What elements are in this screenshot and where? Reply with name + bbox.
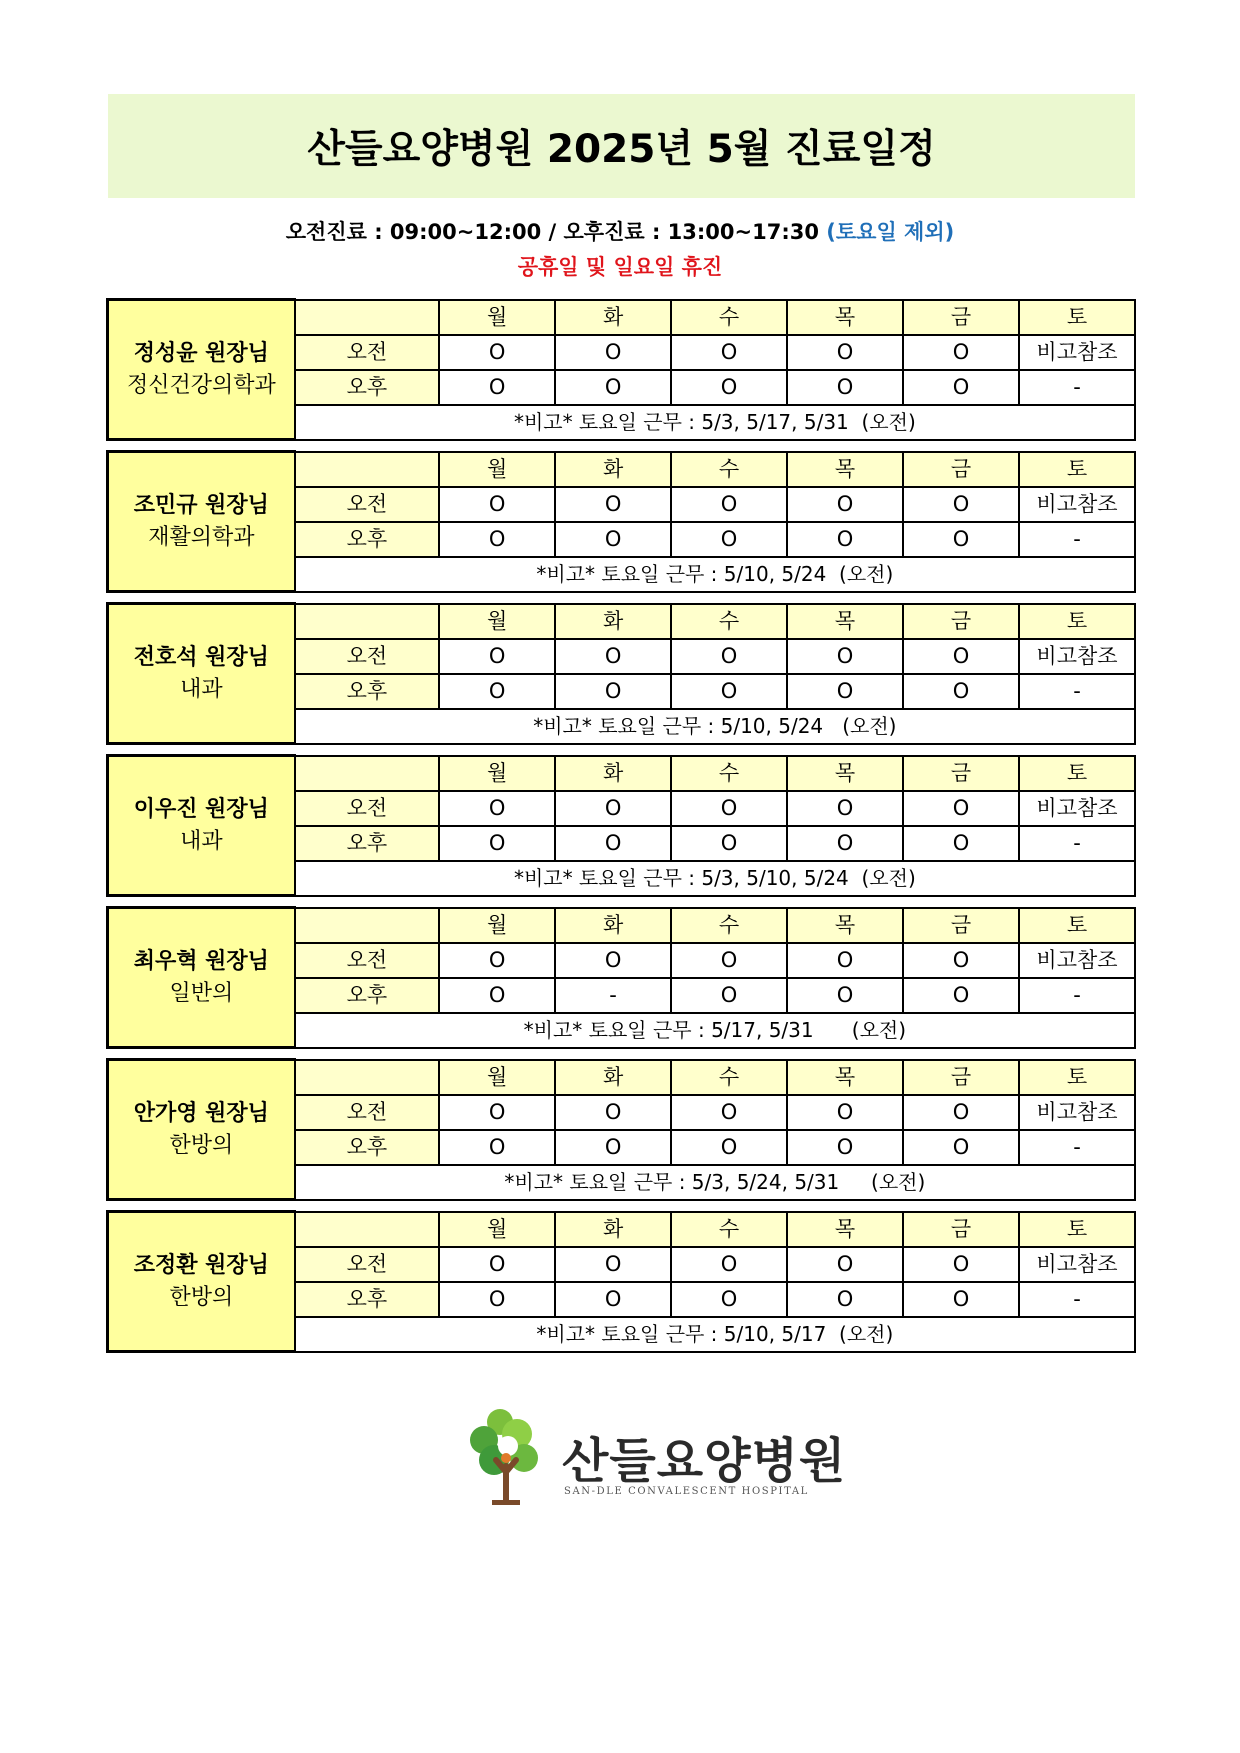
pm-label: 오후 bbox=[295, 978, 439, 1013]
am-status-cell: O bbox=[903, 335, 1019, 370]
am-label: 오전 bbox=[295, 943, 439, 978]
am-status-cell: O bbox=[555, 791, 671, 826]
day-header: 월 bbox=[439, 908, 555, 943]
day-header: 토 bbox=[1019, 300, 1135, 335]
am-status-cell: O bbox=[671, 1247, 787, 1282]
am-status-cell: 비고참조 bbox=[1019, 791, 1135, 826]
pm-status-cell: O bbox=[671, 674, 787, 709]
saturday-note: *비고* 토요일 근무 : 5/3, 5/24, 5/31 (오전) bbox=[295, 1165, 1135, 1200]
am-label: 오전 bbox=[295, 639, 439, 674]
doctor-department: 한방의 bbox=[169, 1132, 234, 1158]
pm-status-cell: O bbox=[439, 674, 555, 709]
day-header: 화 bbox=[555, 908, 671, 943]
pm-status-cell: O bbox=[555, 674, 671, 709]
day-header: 월 bbox=[439, 1060, 555, 1095]
doctor-name-cell bbox=[108, 1060, 295, 1200]
header-blank-cell bbox=[295, 1060, 439, 1095]
pm-status-cell: O bbox=[439, 1130, 555, 1165]
am-label: 오전 bbox=[295, 791, 439, 826]
day-header: 금 bbox=[903, 300, 1019, 335]
doctor-name: 이우진 원장님 bbox=[133, 796, 269, 822]
closed-notice: 공휴일 및 일요일 휴진 bbox=[517, 255, 723, 279]
doctor-name-cell bbox=[108, 908, 295, 1048]
doctor-name: 안가영 원장님 bbox=[133, 1100, 269, 1126]
day-header: 토 bbox=[1019, 604, 1135, 639]
pm-status-cell: O bbox=[439, 1282, 555, 1317]
am-status-cell: O bbox=[787, 335, 903, 370]
pm-status-cell: O bbox=[903, 826, 1019, 861]
pm-status-cell: O bbox=[671, 370, 787, 405]
am-status-cell: O bbox=[787, 791, 903, 826]
day-header: 금 bbox=[903, 1060, 1019, 1095]
doctor-name: 조정환 원장님 bbox=[133, 1252, 269, 1278]
am-status-cell: O bbox=[555, 639, 671, 674]
am-status-cell: O bbox=[903, 487, 1019, 522]
saturday-note: *비고* 토요일 근무 : 5/17, 5/31 (오전) bbox=[295, 1013, 1135, 1048]
am-status-cell: O bbox=[439, 1095, 555, 1130]
am-status-cell: O bbox=[903, 943, 1019, 978]
doctor-name-cell bbox=[108, 1212, 295, 1352]
page-title: 산들요양병원 2025년 5월 진료일정 bbox=[307, 127, 936, 172]
day-header: 금 bbox=[903, 1212, 1019, 1247]
am-status-cell: O bbox=[903, 791, 1019, 826]
pm-status-cell: O bbox=[439, 370, 555, 405]
day-header: 화 bbox=[555, 604, 671, 639]
am-status-cell: 비고참조 bbox=[1019, 639, 1135, 674]
pm-status-cell: O bbox=[903, 674, 1019, 709]
am-status-cell: 비고참조 bbox=[1019, 1095, 1135, 1130]
header-blank-cell bbox=[295, 300, 439, 335]
am-status-cell: O bbox=[787, 487, 903, 522]
doctor-schedule-table bbox=[106, 1210, 1136, 1353]
day-header: 목 bbox=[787, 604, 903, 639]
header-blank-cell bbox=[295, 604, 439, 639]
pm-status-cell: - bbox=[1019, 1282, 1135, 1317]
am-status-cell: O bbox=[555, 1247, 671, 1282]
saturday-note: *비고* 토요일 근무 : 5/3, 5/10, 5/24 (오전) bbox=[295, 861, 1135, 896]
day-header: 수 bbox=[671, 452, 787, 487]
doctor-name: 정성윤 원장님 bbox=[133, 340, 269, 366]
day-header: 화 bbox=[555, 1060, 671, 1095]
pm-status-cell: O bbox=[903, 522, 1019, 557]
doctor-department: 정신건강의학과 bbox=[126, 372, 276, 398]
pm-status-cell: O bbox=[671, 826, 787, 861]
tree-icon bbox=[462, 1400, 552, 1510]
pm-status-cell: O bbox=[903, 1282, 1019, 1317]
day-header: 토 bbox=[1019, 452, 1135, 487]
am-status-cell: O bbox=[787, 1247, 903, 1282]
day-header: 수 bbox=[671, 756, 787, 791]
am-status-cell: O bbox=[903, 1247, 1019, 1282]
pm-status-cell: - bbox=[1019, 674, 1135, 709]
day-header: 월 bbox=[439, 1212, 555, 1247]
pm-status-cell: O bbox=[671, 522, 787, 557]
day-header: 월 bbox=[439, 604, 555, 639]
pm-status-cell: O bbox=[787, 522, 903, 557]
day-header: 화 bbox=[555, 756, 671, 791]
doctor-department: 재활의학과 bbox=[148, 524, 255, 550]
doctor-schedule-table bbox=[106, 602, 1136, 745]
pm-status-cell: O bbox=[555, 1130, 671, 1165]
doctor-name-cell bbox=[108, 756, 295, 896]
day-header: 목 bbox=[787, 452, 903, 487]
pm-status-cell: - bbox=[1019, 370, 1135, 405]
am-status-cell: 비고참조 bbox=[1019, 943, 1135, 978]
am-status-cell: O bbox=[671, 487, 787, 522]
doctor-department: 내과 bbox=[180, 676, 223, 702]
header-blank-cell bbox=[295, 452, 439, 487]
am-status-cell: O bbox=[555, 335, 671, 370]
pm-status-cell: O bbox=[439, 978, 555, 1013]
am-status-cell: O bbox=[439, 335, 555, 370]
pm-status-cell: O bbox=[671, 1282, 787, 1317]
day-header: 목 bbox=[787, 1212, 903, 1247]
doctor-name: 조민규 원장님 bbox=[133, 492, 269, 518]
pm-status-cell: O bbox=[787, 1282, 903, 1317]
header-blank-cell bbox=[295, 908, 439, 943]
am-label: 오전 bbox=[295, 1247, 439, 1282]
day-header: 토 bbox=[1019, 1060, 1135, 1095]
logo-subtitle: SAN-DLE CONVALESCENT HOSPITAL bbox=[564, 1486, 809, 1497]
doctor-name: 전호석 원장님 bbox=[133, 644, 269, 670]
am-label: 오전 bbox=[295, 335, 439, 370]
pm-status-cell: O bbox=[787, 674, 903, 709]
clinic-hours-note: (토요일 제외) bbox=[826, 220, 955, 244]
pm-label: 오후 bbox=[295, 826, 439, 861]
day-header: 금 bbox=[903, 756, 1019, 791]
pm-status-cell: - bbox=[1019, 978, 1135, 1013]
doctor-name-cell bbox=[108, 604, 295, 744]
pm-status-cell: O bbox=[555, 826, 671, 861]
pm-status-cell: - bbox=[555, 978, 671, 1013]
am-status-cell: O bbox=[439, 487, 555, 522]
pm-status-cell: O bbox=[439, 826, 555, 861]
pm-label: 오후 bbox=[295, 1130, 439, 1165]
saturday-note: *비고* 토요일 근무 : 5/10, 5/24 (오전) bbox=[295, 557, 1135, 592]
pm-status-cell: O bbox=[787, 978, 903, 1013]
day-header: 화 bbox=[555, 452, 671, 487]
pm-status-cell: O bbox=[555, 370, 671, 405]
saturday-note: *비고* 토요일 근무 : 5/10, 5/17 (오전) bbox=[295, 1317, 1135, 1352]
doctor-department: 일반의 bbox=[169, 980, 234, 1006]
day-header: 토 bbox=[1019, 908, 1135, 943]
day-header: 수 bbox=[671, 300, 787, 335]
am-label: 오전 bbox=[295, 1095, 439, 1130]
am-status-cell: O bbox=[439, 639, 555, 674]
am-status-cell: O bbox=[671, 1095, 787, 1130]
day-header: 수 bbox=[671, 1212, 787, 1247]
day-header: 토 bbox=[1019, 756, 1135, 791]
am-status-cell: O bbox=[439, 791, 555, 826]
saturday-note: *비고* 토요일 근무 : 5/10, 5/24 (오전) bbox=[295, 709, 1135, 744]
am-status-cell: O bbox=[787, 1095, 903, 1130]
am-status-cell: 비고참조 bbox=[1019, 335, 1135, 370]
pm-status-cell: O bbox=[671, 978, 787, 1013]
pm-status-cell: O bbox=[439, 522, 555, 557]
am-status-cell: O bbox=[671, 639, 787, 674]
am-status-cell: O bbox=[555, 487, 671, 522]
day-header: 월 bbox=[439, 300, 555, 335]
pm-status-cell: O bbox=[903, 1130, 1019, 1165]
header-blank-cell bbox=[295, 756, 439, 791]
pm-status-cell: - bbox=[1019, 826, 1135, 861]
am-label: 오전 bbox=[295, 487, 439, 522]
pm-status-cell: O bbox=[787, 370, 903, 405]
day-header: 목 bbox=[787, 300, 903, 335]
day-header: 토 bbox=[1019, 1212, 1135, 1247]
day-header: 금 bbox=[903, 604, 1019, 639]
day-header: 목 bbox=[787, 908, 903, 943]
am-status-cell: O bbox=[671, 335, 787, 370]
pm-label: 오후 bbox=[295, 1282, 439, 1317]
pm-status-cell: O bbox=[555, 522, 671, 557]
doctor-schedule-table bbox=[106, 906, 1136, 1049]
day-header: 월 bbox=[439, 756, 555, 791]
day-header: 화 bbox=[555, 300, 671, 335]
doctor-schedule-table bbox=[106, 450, 1136, 593]
am-status-cell: O bbox=[671, 791, 787, 826]
day-header: 금 bbox=[903, 452, 1019, 487]
doctor-department: 내과 bbox=[180, 828, 223, 854]
am-status-cell: O bbox=[787, 639, 903, 674]
day-header: 수 bbox=[671, 908, 787, 943]
pm-status-cell: - bbox=[1019, 522, 1135, 557]
pm-status-cell: O bbox=[555, 1282, 671, 1317]
doctor-department: 한방의 bbox=[169, 1284, 234, 1310]
am-status-cell: O bbox=[555, 1095, 671, 1130]
am-status-cell: O bbox=[555, 943, 671, 978]
doctor-name-cell bbox=[108, 300, 295, 440]
pm-label: 오후 bbox=[295, 674, 439, 709]
pm-label: 오후 bbox=[295, 522, 439, 557]
hospital-logo bbox=[462, 1400, 847, 1510]
clinic-hours-text: 오전진료 : 09:00~12:00 / 오후진료 : 13:00~17:30 bbox=[285, 220, 819, 244]
day-header: 수 bbox=[671, 604, 787, 639]
doctor-name: 최우혁 원장님 bbox=[133, 948, 269, 974]
day-header: 화 bbox=[555, 1212, 671, 1247]
am-status-cell: O bbox=[903, 639, 1019, 674]
pm-status-cell: O bbox=[903, 978, 1019, 1013]
doctor-name-cell bbox=[108, 452, 295, 592]
day-header: 월 bbox=[439, 452, 555, 487]
doctor-schedule-table bbox=[106, 1058, 1136, 1201]
pm-status-cell: O bbox=[787, 826, 903, 861]
pm-status-cell: O bbox=[671, 1130, 787, 1165]
pm-status-cell: - bbox=[1019, 1130, 1135, 1165]
doctor-schedule-table bbox=[106, 754, 1136, 897]
am-status-cell: 비고참조 bbox=[1019, 487, 1135, 522]
pm-status-cell: O bbox=[787, 1130, 903, 1165]
doctor-schedule-table bbox=[106, 298, 1136, 441]
day-header: 목 bbox=[787, 756, 903, 791]
day-header: 금 bbox=[903, 908, 1019, 943]
day-header: 수 bbox=[671, 1060, 787, 1095]
pm-status-cell: O bbox=[903, 370, 1019, 405]
am-status-cell: O bbox=[439, 1247, 555, 1282]
clinic-hours bbox=[0, 216, 1240, 246]
saturday-note: *비고* 토요일 근무 : 5/3, 5/17, 5/31 (오전) bbox=[295, 405, 1135, 440]
am-status-cell: O bbox=[787, 943, 903, 978]
day-header: 목 bbox=[787, 1060, 903, 1095]
am-status-cell: 비고참조 bbox=[1019, 1247, 1135, 1282]
title-banner bbox=[108, 94, 1135, 198]
am-status-cell: O bbox=[439, 943, 555, 978]
header-blank-cell bbox=[295, 1212, 439, 1247]
am-status-cell: O bbox=[903, 1095, 1019, 1130]
pm-label: 오후 bbox=[295, 370, 439, 405]
logo-name: 산들요양병원 bbox=[562, 1433, 847, 1489]
am-status-cell: O bbox=[671, 943, 787, 978]
